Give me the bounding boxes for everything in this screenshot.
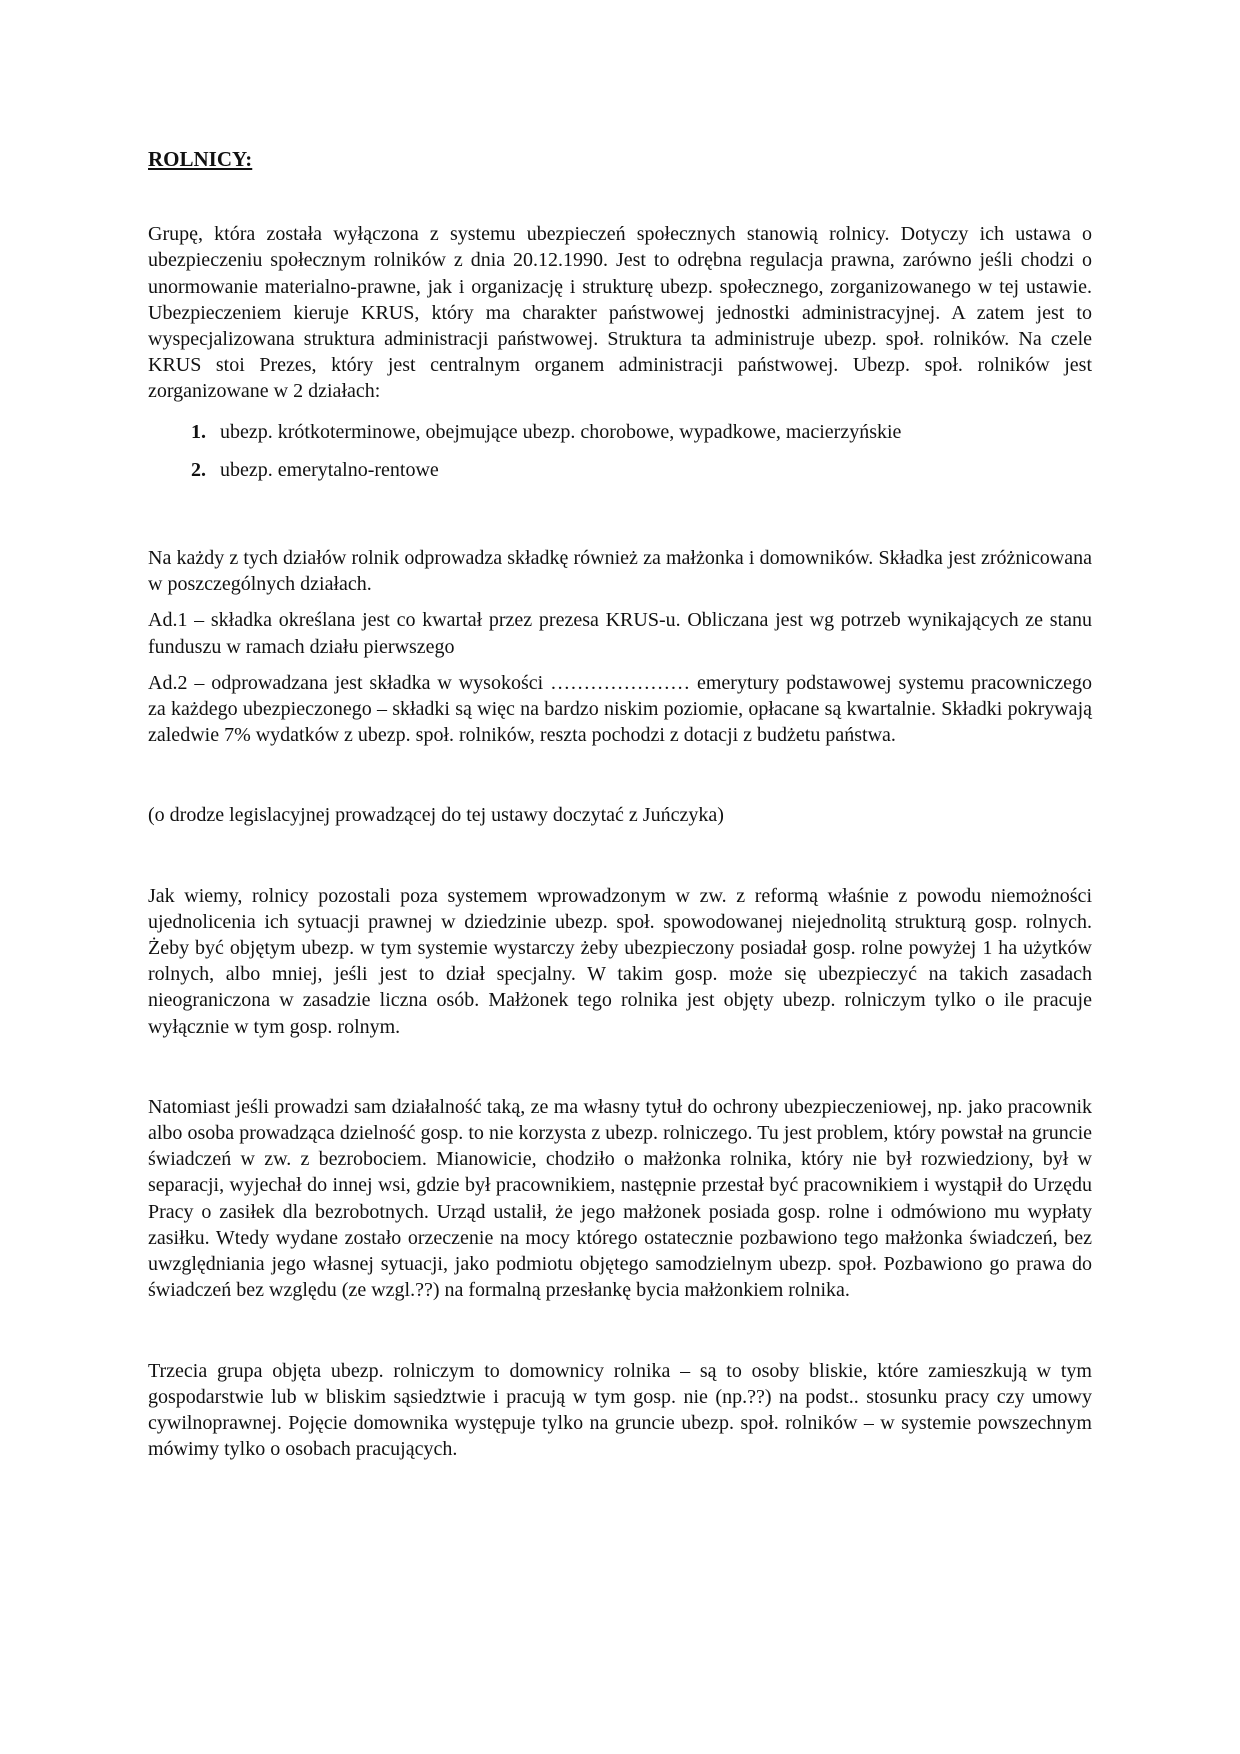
list-item-text: ubezp. emerytalno-rentowe — [220, 458, 439, 481]
spacer — [148, 597, 1092, 607]
spacer — [148, 1304, 1092, 1358]
list-item-text: ubezp. krótkoterminowe, obejmujące ubezp. chorobowe, wypadkowe, macierzyńskie — [220, 420, 902, 443]
list-item — [148, 419, 1092, 445]
paragraph-trzecia-grupa: Trzecia grupa objęta ubezp. rolniczym to domownicy rolnika – są to osoby bliskie, które zamieszkują w tym gospodarstwie lub w bliskim sąsiedztwie i pracują w tym gosp. nie (np.??) na podst.. stosunku pracy czy umowy cywilnoprawnej. Pojęcie domownika występuje tylko na gruncie ubezp. społ. rolników – w systemie powszechnym mówimy tylko o osobach pracujących. — [148, 1359, 1092, 1461]
spacer — [148, 660, 1092, 670]
list-item-number: 2. — [191, 458, 206, 481]
spacer — [148, 495, 1092, 545]
note-paragraph: (o drodze legislacyjnej prowadzącej do tej ustawy doczytać z Juńczyka) — [148, 804, 724, 827]
paragraph-jak-wiemy: Jak wiemy, rolnicy pozostali poza systemem wprowadzonym w zw. z reformą właśnie z powodu niemożności ujednolicenia ich sytuacji prawnej w dziedzinie ubezp. społ. spowodowanej niejednolitą strukturą gosp. rolnych. Żeby być objętym ubezp. w tym systemie wystarczy żeby ubezpieczony posiadał gosp. rolne powyżej 1 ha użytków rolnych, albo mniej, jeśli jest to dział specjalny. W takim gosp. może się ubezpieczyć na takich zasadach nieograniczona w zasadzie liczna osób. Małżonek tego rolnika jest objęty ubezp. rolniczym tylko o ile pracuje wyłącznie w tym gosp. rolnym. — [148, 884, 1092, 1038]
list-item-number: 1. — [191, 420, 206, 443]
page-title: ROLNICY: — [148, 147, 253, 171]
spacer — [148, 829, 1092, 883]
numbered-list — [148, 419, 1092, 483]
spacer — [148, 1040, 1092, 1094]
paragraph-ad2: Ad.2 – odprowadzana jest składka w wysokości ………………… emerytury podstawowej systemu pracowniczego za każdego ubezpieczonego – składki są więc na bardzo niskim poziomie, opłacane są kwartalnie. Składki pokrywają zaledwie 7% wydatków z ubezp. społ. rolników, reszta pochodzi z dotacji z budżetu państwa. — [148, 671, 1092, 747]
paragraph-intro: Grupę, która została wyłączona z systemu ubezpieczeń społecznych stanowią rolnicy. Dotyczy ich ustawa o ubezpieczeniu społecznym rolników z dnia 20.12.1990. Jest to odrębna regulacja prawna, zarówno jeśli chodzi o unormowanie materialno-prawne, jak i organizację i strukturę ubezp. społecznego, zorganizowanego w tej ustawie. Ubezpieczeniem kieruje KRUS, który ma charakter państwowej jednostki administracyjnej. A zatem jest to wyspecjalizowana struktura administracji państwowej. Struktura ta administruje ubezp. społ. rolników. Na czele KRUS stoi Prezes, który jest centralnym organem administracji państwowej. Ubezp. społ. rolników jest zorganizowane w 2 działach: — [148, 223, 1092, 403]
document-body — [148, 146, 1092, 1462]
paragraph-natomiast: Natomiast jeśli prowadzi sam działalność taką, ze ma własny tytuł do ochrony ubezpieczeniowej, np. jako pracownik albo osoba prowadząca dzielność gosp. to nie korzysta z ubezp. rolniczego. Tu jest problem, który powstał na gruncie świadczeń w zw. z bezrobociem. Mianowicie, chodziło o małżonka rolnika, który nie był rozwiedziony, był w separacji, wyjechał do innej wsi, gdzie był pracownikiem, następnie przestał być pracownikiem i wystąpił do Urzędu Pracy o zasiłek dla bezrobotnych. Urząd ustalił, że jego małżonek posiada gosp. rolne i odmówiono mu wypłaty zasiłku. Wtedy wydane zostało orzeczenie na mocy którego ostatecznie pozbawiono tego małżonka świadczeń, bez uwzględniania jego własnej sytuacji, jako podmiotu objętego samodzielnym ubezp. społ. Pozbawiono go prawa do świadczeń bez względu (ze wzgl.??) na formalną przesłankę bycia małżonkiem rolnika. — [148, 1095, 1092, 1302]
list-item — [148, 457, 1092, 483]
paragraph-ad1: Ad.1 – składka określana jest co kwartał przez prezesa KRUS-u. Obliczana jest wg potrzeb wynikających ze stanu funduszu w ramach działu pierwszego — [148, 609, 1092, 658]
spacer — [148, 748, 1092, 802]
paragraph-skladka: Na każdy z tych działów rolnik odprowadza składkę również za małżonka i domowników. Składka jest zróżnicowana w poszczególnych działach. — [148, 547, 1092, 596]
